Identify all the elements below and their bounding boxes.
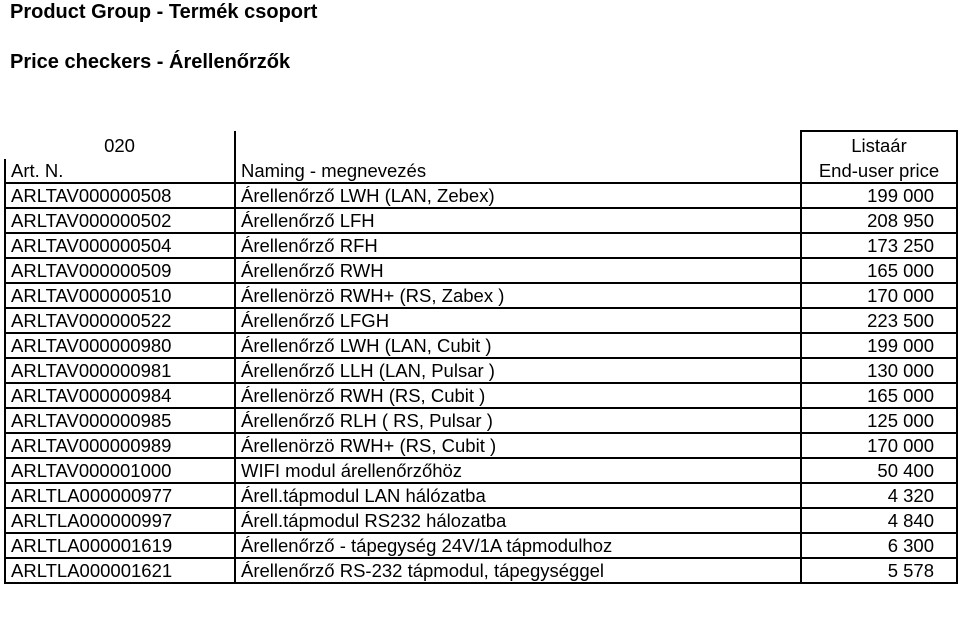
name-cell: Árellenőrző RWH [235,258,801,283]
price-cell: 50 400 [801,458,957,483]
name-cell: Árellenőrző LLH (LAN, Pulsar ) [235,358,801,383]
price-cell: 223 500 [801,308,957,333]
name-cell: WIFI modul árellenőrzőhöz [235,458,801,483]
price-cell: 4 840 [801,508,957,533]
name-cell: Árellenörző RWH (RS, Cubit ) [235,383,801,408]
name-cell: Árellenőrző RS-232 tápmodul, tápegységgel [235,558,801,583]
art-number-cell: ARLTAV000000508 [5,183,235,208]
name-cell: Árellenőrző LFH [235,208,801,233]
art-number-cell: ARLTAV000000522 [5,308,235,333]
price-cell: 170 000 [801,283,957,308]
table-row [5,383,957,408]
header-empty-cell [235,131,801,159]
table-row [5,183,957,208]
art-number-cell: ARLTAV000000502 [5,208,235,233]
name-cell: Árell.tápmodul RS232 hálozatba [235,508,801,533]
table-row [5,558,957,583]
price-cell: 6 300 [801,533,957,558]
table-row [5,533,957,558]
name-cell: Árellenőrző LWH (LAN, Zebex) [235,183,801,208]
table-row [5,308,957,333]
table-row [5,483,957,508]
header-row-top [5,131,957,159]
art-number-cell: ARLTAV000000980 [5,333,235,358]
header-price-top: Listaár [801,131,957,159]
name-cell: Árellenörzö RWH+ (RS, Cubit ) [235,433,801,458]
name-cell: Árell.tápmodul LAN hálózatba [235,483,801,508]
price-cell: 165 000 [801,258,957,283]
price-cell: 208 950 [801,208,957,233]
name-cell: Árellenőrző LWH (LAN, Cubit ) [235,333,801,358]
name-cell: Árellenőrző LFGH [235,308,801,333]
price-cell: 5 578 [801,558,957,583]
table-row [5,358,957,383]
price-cell: 165 000 [801,383,957,408]
price-cell: 199 000 [801,183,957,208]
art-number-cell: ARLTAV000000989 [5,433,235,458]
price-cell: 4 320 [801,483,957,508]
name-cell: Árellenőrző RFH [235,233,801,258]
header-naming: Naming - megnevezés [235,159,801,183]
price-cell: 173 250 [801,233,957,258]
art-number-cell: ARLTAV000001000 [5,458,235,483]
table-row [5,258,957,283]
art-number-cell: ARLTLA000001621 [5,558,235,583]
page-title: Product Group - Termék csoport [10,1,318,23]
name-cell: Árellenörzö RWH+ (RS, Zabex ) [235,283,801,308]
art-number-cell: ARLTAV000000504 [5,233,235,258]
price-cell: 170 000 [801,433,957,458]
table-row [5,208,957,233]
price-table [4,130,958,584]
group-code: 020 [5,131,235,159]
art-number-cell: ARLTAV000000509 [5,258,235,283]
table-row [5,333,957,358]
art-number-cell: ARLTLA000000977 [5,483,235,508]
art-number-cell: ARLTAV000000984 [5,383,235,408]
art-number-cell: ARLTLA000001619 [5,533,235,558]
table-row [5,458,957,483]
art-number-cell: ARLTAV000000510 [5,283,235,308]
header-row-bottom [5,159,957,183]
price-cell: 130 000 [801,358,957,383]
price-cell: 199 000 [801,333,957,358]
art-number-cell: ARLTAV000000985 [5,408,235,433]
page-subtitle: Price checkers - Árellenőrzők [10,51,291,73]
table-row [5,233,957,258]
price-cell: 125 000 [801,408,957,433]
art-number-cell: ARLTLA000000997 [5,508,235,533]
table-row [5,408,957,433]
table-row [5,433,957,458]
art-number-cell: ARLTAV000000981 [5,358,235,383]
header-price-bottom: End-user price [801,159,957,183]
header-art-number: Art. N. [5,159,235,183]
name-cell: Árellenőrző RLH ( RS, Pulsar ) [235,408,801,433]
table-row [5,283,957,308]
table-row [5,508,957,533]
name-cell: Árellenőrző - tápegység 24V/1A tápmodulhoz [235,533,801,558]
